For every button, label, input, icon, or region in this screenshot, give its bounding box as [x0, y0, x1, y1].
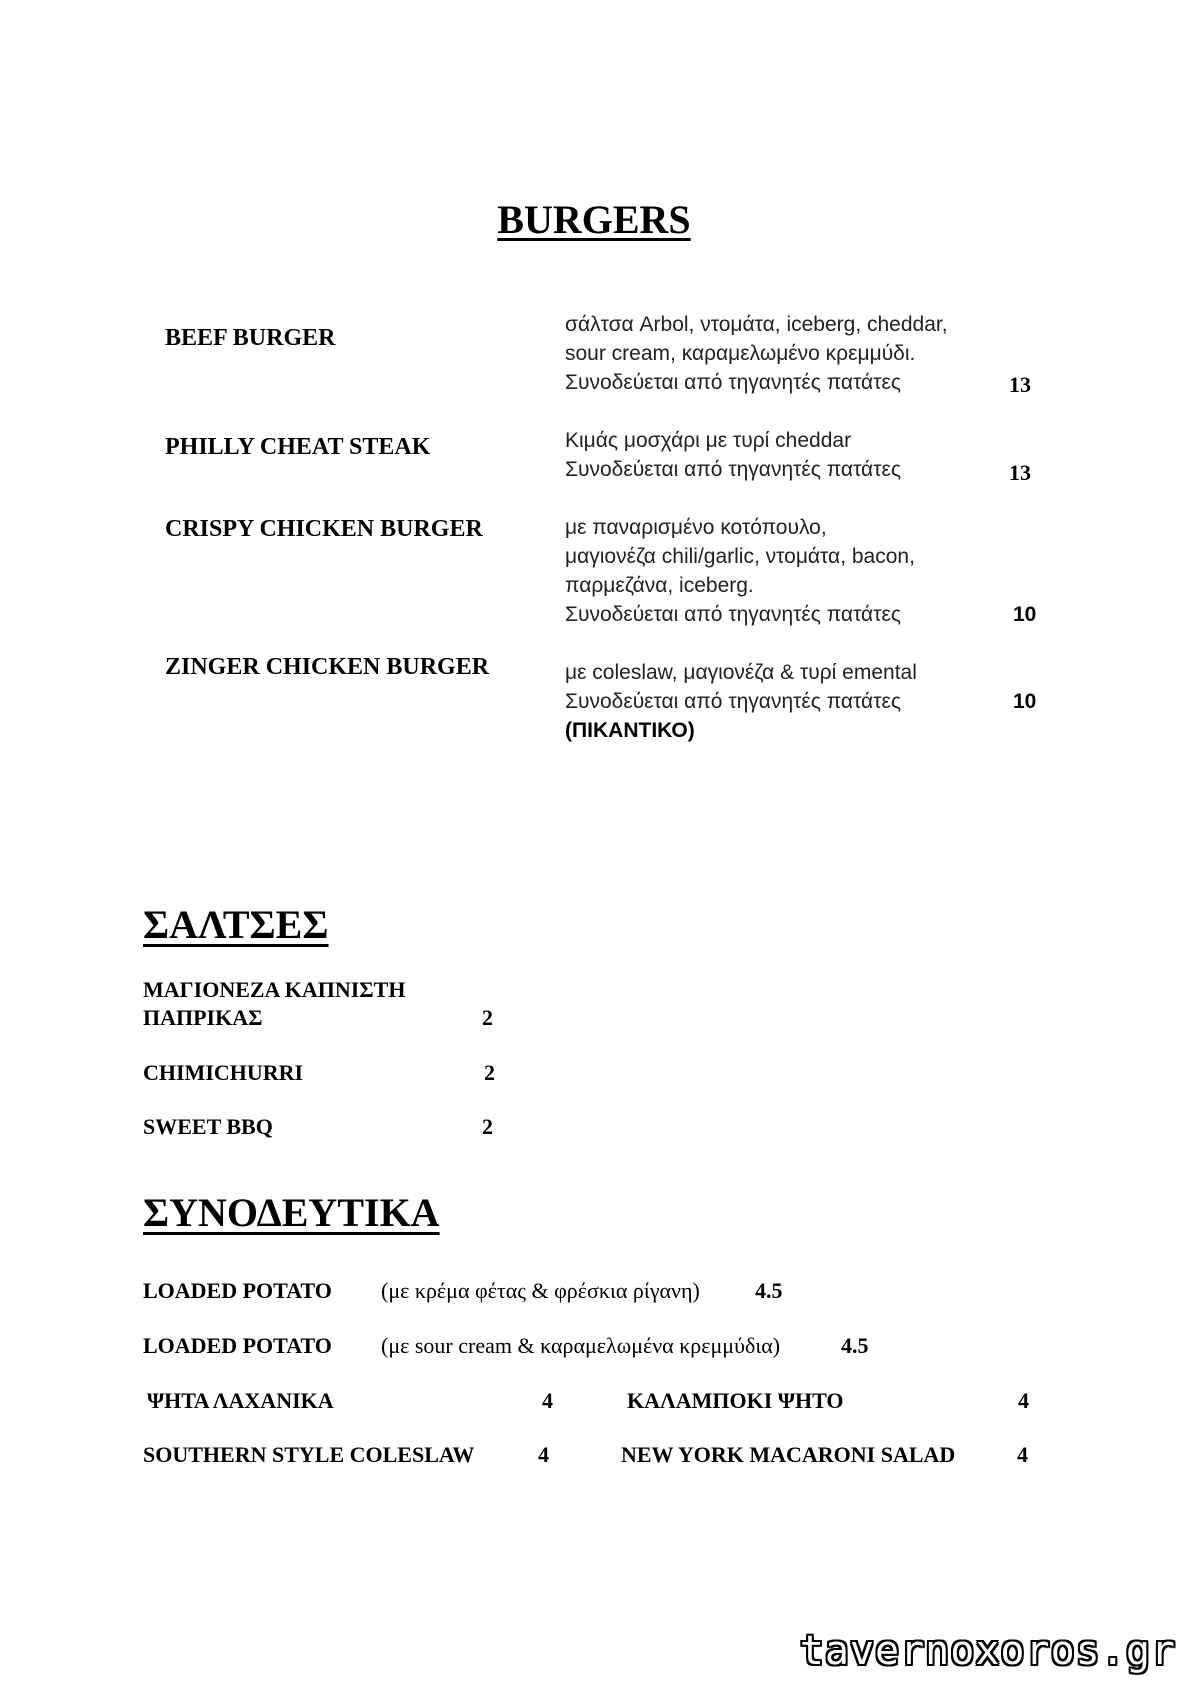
burger-desc-philly: [565, 426, 901, 484]
desc-line: με παναρισμένο κοτόπουλο,: [565, 516, 827, 539]
desc-line: παρμεζάνα, iceberg.: [565, 574, 754, 597]
sauce-name-line1: ΜΑΓΙΟΝΕΖΑ ΚΑΠΝΙΣΤΗ: [143, 977, 406, 1002]
side-price: 4.5: [755, 1278, 783, 1303]
desc-line: Συνοδεύεται από τηγανητές πατάτες: [565, 371, 901, 394]
burger-price-zinger: 10: [1013, 690, 1037, 713]
burger-desc-zinger: [565, 658, 917, 745]
desc-line: σάλτσα Arbol, ντομάτα, iceberg, cheddar,: [565, 313, 948, 336]
burger-price-philly: 13: [1009, 460, 1031, 485]
sauce-name-line2: ΠΑΠΡΙΚΑΣ: [143, 1005, 263, 1030]
watermark-text: tavernoxoros.gr: [799, 1628, 1176, 1674]
burger-desc-crispy: [565, 513, 915, 629]
side-price: 4: [1017, 1442, 1028, 1467]
desc-line: Συνοδεύεται από τηγανητές πατάτες: [565, 690, 901, 713]
side-name: ΚΑΛΑΜΠΟΚΙ ΨΗΤΟ: [627, 1388, 844, 1413]
side-desc: (με sour cream & καραμελωμένα κρεμμύδια): [381, 1333, 781, 1358]
sides-title: ΣΥΝΟΔΕΥΤΙΚΑ: [143, 1190, 440, 1235]
burger-desc-beef: [565, 310, 948, 397]
side-name: LOADED POTATO: [143, 1333, 332, 1358]
burgers-title: BURGERS: [497, 197, 691, 242]
side-price: 4: [538, 1442, 549, 1467]
burger-price-crispy: 10: [1013, 603, 1037, 626]
desc-line: Συνοδεύεται από τηγανητές πατάτες: [565, 603, 901, 626]
sauce-name: SWEET BBQ: [143, 1114, 273, 1139]
desc-line: με coleslaw, μαγιονέζα & τυρί emental: [565, 661, 917, 684]
sauce-price: 2: [482, 1005, 493, 1030]
desc-line: sour cream, καραμελωμένο κρεμμύδι.: [565, 342, 916, 365]
burger-name-zinger: ZINGER CHICKEN BURGER: [165, 654, 490, 680]
desc-line: Συνοδεύεται από τηγανητές πατάτες: [565, 458, 901, 481]
burger-price-beef: 13: [1009, 372, 1031, 397]
spicy-note: (ΠΙΚΑΝΤΙΚΟ): [565, 719, 695, 742]
side-price: 4: [542, 1388, 553, 1413]
side-price: 4.5: [841, 1333, 869, 1358]
side-price: 4: [1018, 1388, 1029, 1413]
desc-line: Κιμάς μοσχάρι με τυρί cheddar: [565, 429, 852, 452]
side-name: LOADED POTATO: [143, 1278, 332, 1303]
burger-name-crispy: CRISPY CHICKEN BURGER: [165, 516, 483, 542]
sauce-name: CHIMICHURRI: [143, 1060, 304, 1085]
burger-name-philly: PHILLY CHEAT STEAK: [165, 434, 431, 460]
side-desc: (με κρέμα φέτας & φρέσκια ρίγανη): [381, 1278, 700, 1303]
side-name: SOUTHERN STYLE COLESLAW: [143, 1442, 475, 1467]
sauce-price: 2: [484, 1060, 495, 1085]
burger-name-beef: BEEF BURGER: [165, 325, 336, 351]
side-name: NEW YORK MACARONI SALAD: [621, 1442, 956, 1467]
side-name: ΨΗΤΑ ΛΑΧΑΝΙΚΑ: [147, 1388, 334, 1413]
sauces-title: ΣΑΛΤΣΕΣ: [143, 902, 329, 947]
desc-line: μαγιονέζα chili/garlic, ντομάτα, bacon,: [565, 545, 915, 568]
sauce-price: 2: [482, 1114, 493, 1139]
